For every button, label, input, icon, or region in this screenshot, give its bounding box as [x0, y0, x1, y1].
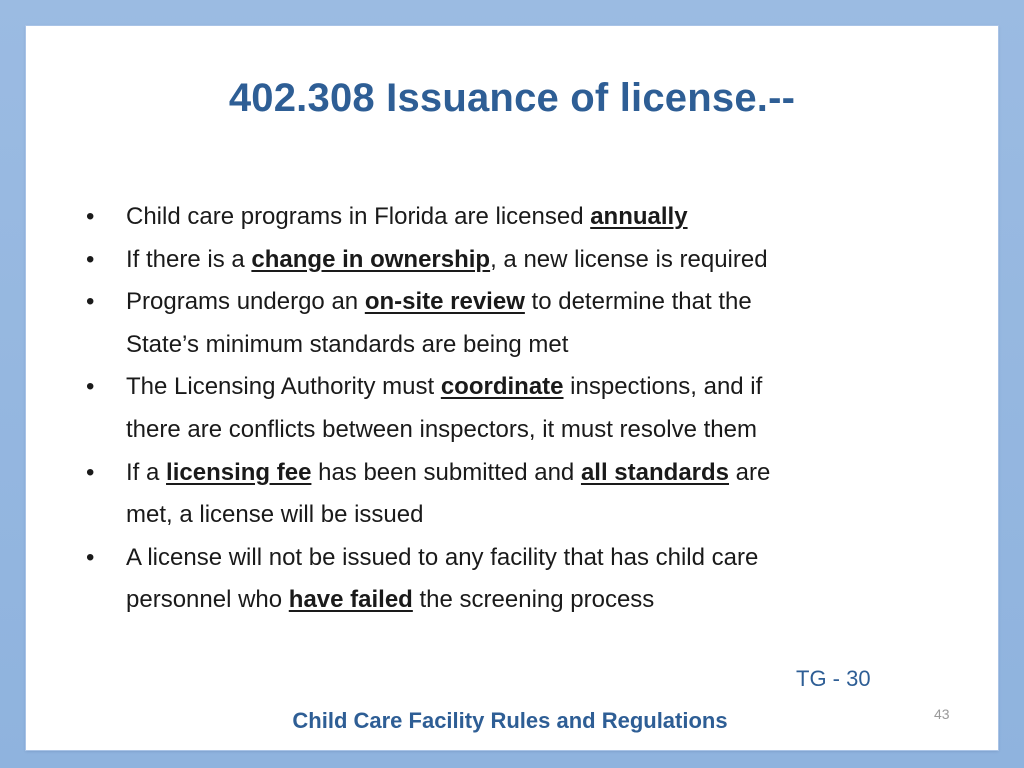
bullet-list: [86, 196, 906, 622]
list-item: [86, 366, 906, 451]
bullet-text: If there is a change in ownership, a new license is required: [126, 245, 768, 273]
emphasis-text: coordinate: [440, 373, 564, 401]
footer-title: Child Care Facility Rules and Regulations: [292, 708, 728, 733]
slide-title: 402.308 Issuance of license.--: [228, 76, 796, 120]
emphasis-text: change in ownership: [251, 245, 491, 273]
bullet-text: Child care programs in Florida are licensed annually: [126, 203, 688, 230]
tg-reference-label: TG - 30: [796, 666, 871, 691]
bullet-text: The Licensing Authority must coordinate inspections, and if there are conflicts between inspectors, it must resolve them: [126, 373, 763, 443]
bullet-text: If a licensing fee has been submitted and all standards are met, a license will be issued: [126, 458, 771, 529]
emphasis-text: all standards: [580, 458, 730, 486]
page-number: 43: [934, 706, 950, 722]
bullet-icon: •: [86, 203, 95, 230]
emphasis-text: have failed: [288, 586, 413, 614]
list-item: [86, 196, 906, 239]
bullet-text: A license will not be issued to any facility that has child care personnel who have failed the screening process: [126, 543, 759, 614]
list-item: [86, 281, 906, 366]
emphasis-text: annually: [590, 203, 688, 230]
bullet-icon: •: [86, 288, 95, 316]
bullet-icon: •: [86, 543, 95, 571]
emphasis-text: licensing fee: [166, 458, 312, 486]
bullet-icon: •: [86, 458, 95, 486]
emphasis-text: on-site review: [364, 288, 525, 316]
bullet-icon: •: [86, 373, 95, 401]
bullet-text: Programs undergo an on-site review to determine that the State’s minimum standards are being met: [126, 288, 752, 358]
list-item: [86, 537, 906, 622]
bullet-icon: •: [86, 245, 95, 273]
list-item: [86, 452, 906, 537]
list-item: [86, 239, 906, 282]
